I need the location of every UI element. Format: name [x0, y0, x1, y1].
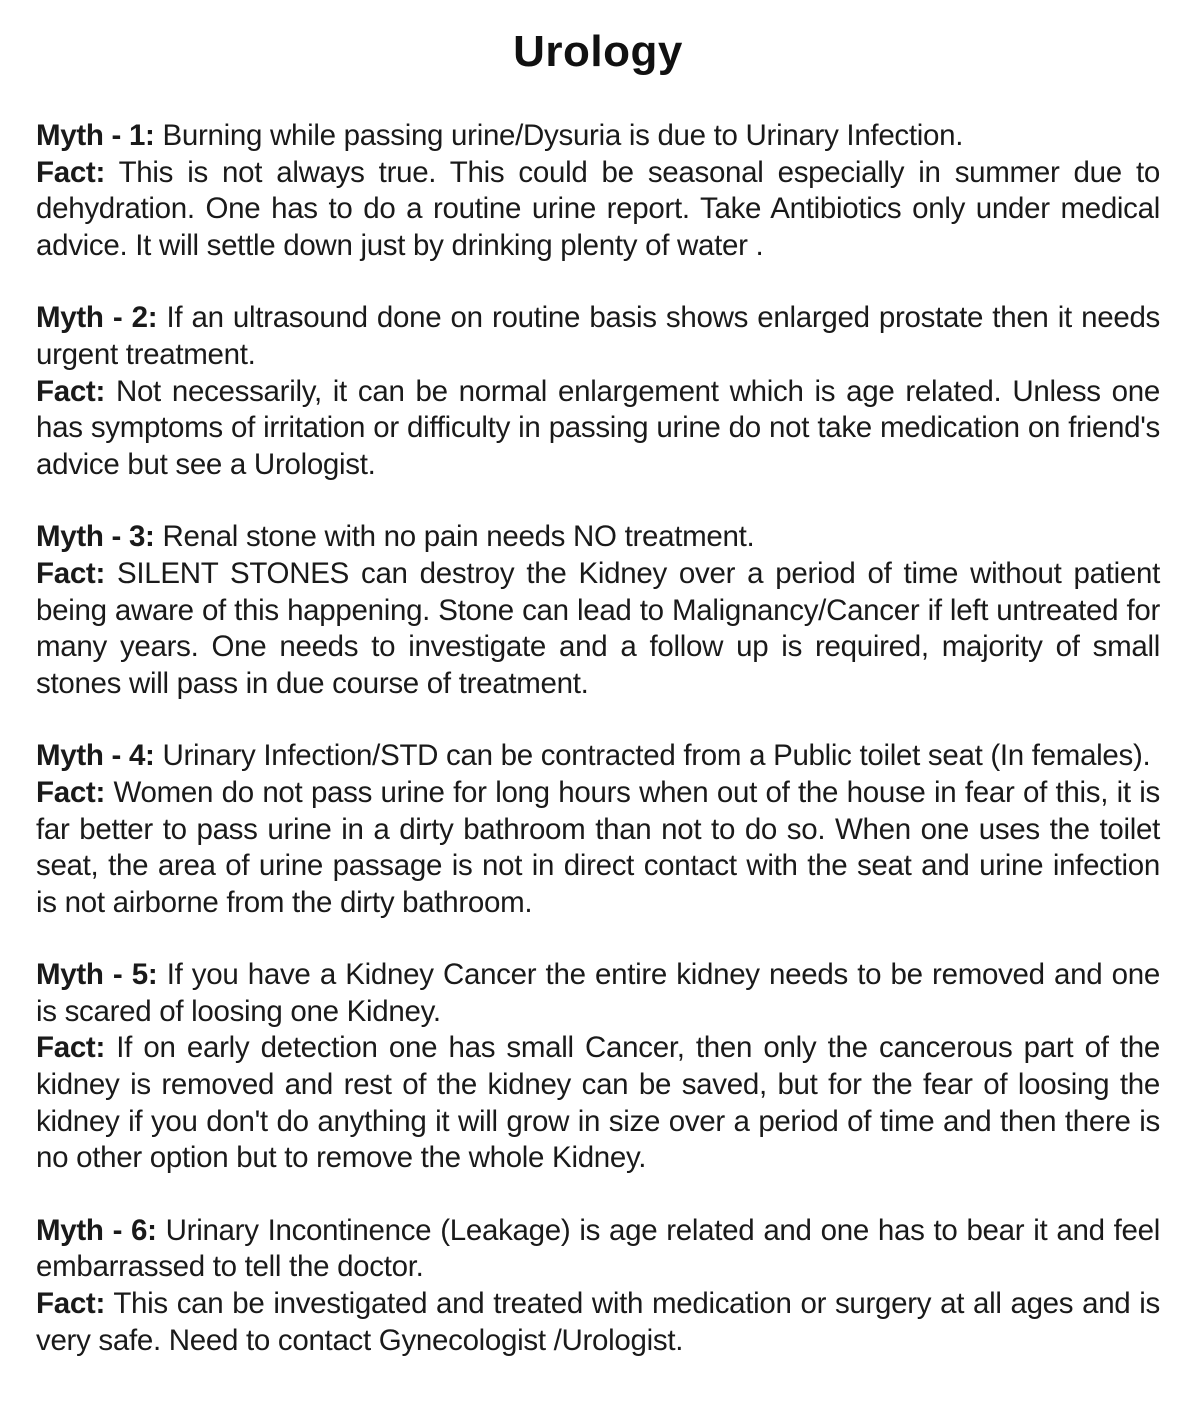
myth-paragraph	[36, 1213, 1160, 1286]
myth-fact-list	[36, 118, 1160, 1359]
myth-text: Urinary Incontinence (Leakage) is age related and one has to bear it and feel embarrassed to tell the doctor.	[36, 1213, 1160, 1284]
myth-fact-section-2	[36, 300, 1160, 483]
myth-text: Renal stone with no pain needs NO treatment.	[162, 520, 755, 554]
fact-label: Fact:	[36, 775, 105, 809]
myth-label: Myth - 2:	[36, 301, 158, 335]
myth-label: Myth - 6:	[36, 1213, 157, 1247]
myth-paragraph	[36, 519, 1160, 556]
myth-text: Urinary Infection/STD can be contracted from a Public toilet seat (In females).	[162, 739, 1151, 773]
fact-label: Fact:	[36, 155, 105, 189]
myth-fact-section-6	[36, 1213, 1160, 1359]
myth-text: Burning while passing urine/Dysuria is due to Urinary Infection.	[162, 119, 964, 152]
fact-text: This can be investigated and treated with medication or surgery at all ages and is very safe. Need to contact Gynecologist /Urologist.	[36, 1287, 1160, 1357]
myth-paragraph	[36, 300, 1160, 373]
fact-text: If on early detection one has small Cancer, then only the cancerous part of the kidney is removed and rest of the kidney can be saved, but for the fear of loosing the kidney if you don't do anything it will grow in size over a period of time and then there is no other option but to remove the whole Kidney.	[36, 1031, 1160, 1175]
myth-text: If an ultrasound done on routine basis shows enlarged prostate then it needs urgent treatment.	[36, 301, 1160, 371]
myth-fact-section-5	[36, 957, 1160, 1177]
fact-paragraph	[36, 1286, 1160, 1359]
fact-text: Not necessarily, it can be normal enlargement which is age related. Unless one has symptoms of irritation or difficulty in passing urine do not take medication on friend's advice but see a Urologist.	[36, 374, 1160, 481]
fact-text: Women do not pass urine for long hours when out of the house in fear of this, it is far better to pass urine in a dirty bathroom than not to do so. When one uses the toilet seat, the area of urine passage is not in direct contact with the seat and urine infection is not airborne from the dirty bathroom.	[36, 775, 1160, 919]
myth-text: If you have a Kidney Cancer the entire kidney needs to be removed and one is scared of loosing one Kidney.	[36, 958, 1160, 1028]
fact-text: This is not always true. This could be seasonal especially in summer due to dehydration. One has to do a routine urine report. Take Antibiotics only under medical advice. It will settle down just by drinking plenty of water .	[36, 155, 1160, 262]
myth-label: Myth - 5:	[36, 958, 158, 992]
myth-fact-section-4	[36, 738, 1160, 921]
fact-label: Fact:	[36, 556, 105, 590]
fact-paragraph	[36, 155, 1160, 265]
fact-label: Fact:	[36, 1287, 105, 1321]
document-page	[36, 0, 1160, 1395]
myth-paragraph	[36, 738, 1160, 775]
fact-label: Fact:	[36, 374, 105, 408]
fact-paragraph	[36, 374, 1160, 484]
fact-paragraph	[36, 556, 1160, 702]
myth-fact-section-1	[36, 118, 1160, 264]
fact-text: SILENT STONES can destroy the Kidney over a period of time without patient being aware of this happening. Stone can lead to Malignancy/Cancer if left untreated for many years. One needs to investigate and a follow up is required, majority of small stones will pass in due course of treatment.	[36, 556, 1160, 700]
myth-paragraph	[36, 118, 1160, 155]
fact-paragraph	[36, 1030, 1160, 1176]
myth-label: Myth - 3:	[36, 520, 155, 554]
myth-paragraph	[36, 957, 1160, 1030]
myth-label: Myth - 1:	[36, 119, 155, 152]
myth-label: Myth - 4:	[36, 739, 155, 773]
page-title: Urology	[513, 27, 683, 76]
fact-label: Fact:	[36, 1031, 105, 1065]
fact-paragraph	[36, 775, 1160, 921]
myth-fact-section-3	[36, 519, 1160, 702]
